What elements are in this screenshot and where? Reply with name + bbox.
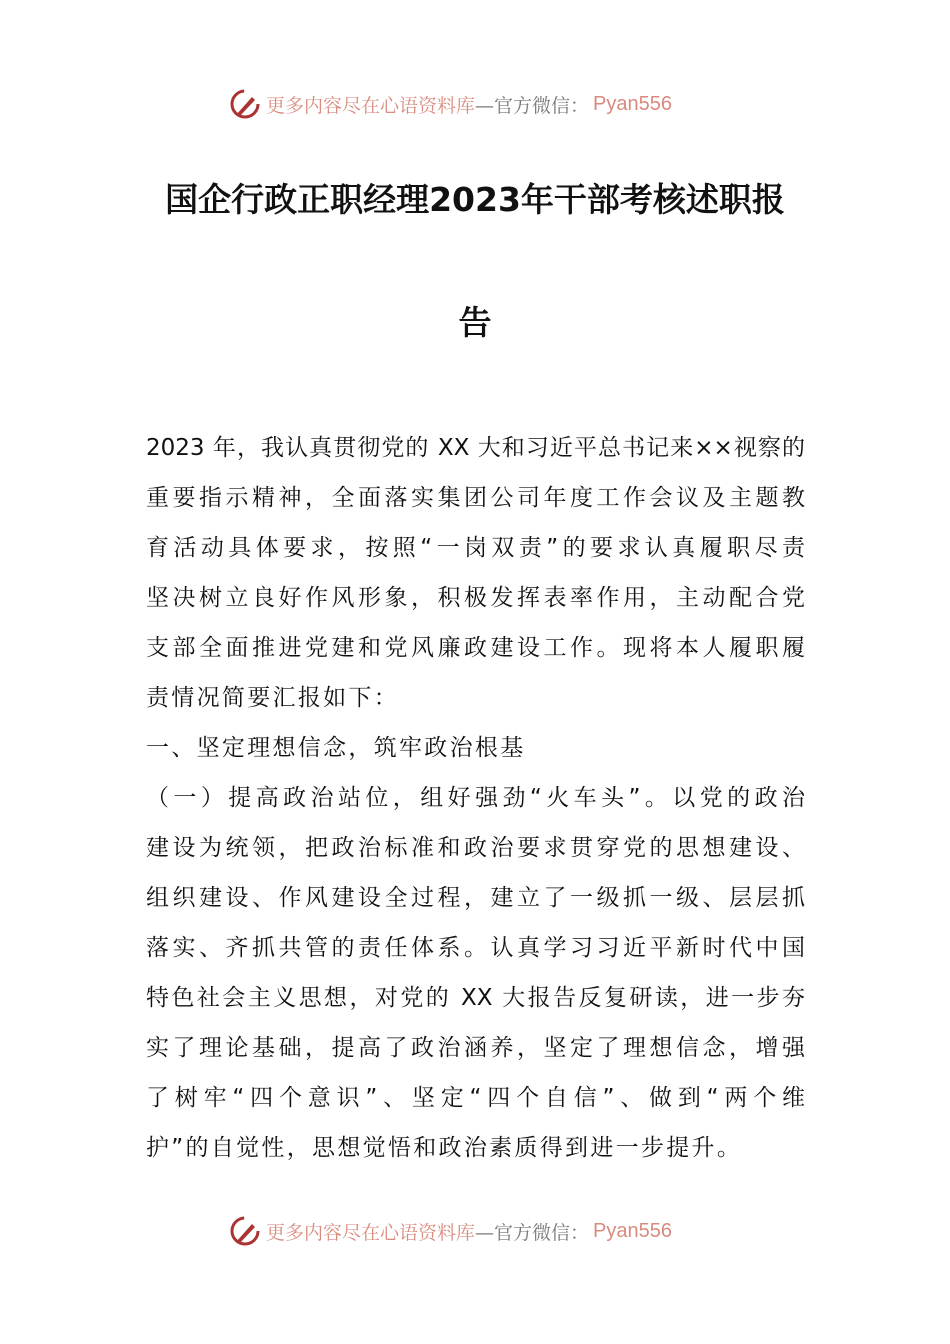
watermark-wechat-label: —官方微信：	[475, 1221, 590, 1244]
pen-logo-icon	[228, 87, 262, 121]
watermark-header	[228, 84, 728, 124]
text-line: 坚决树立良好作风形象，积极发挥表率作用，主动配合党	[146, 585, 805, 611]
text-line: 重要指示精神，全面落实集团公司年度工作会议及主题教	[146, 485, 805, 511]
text-line: 责情况简要汇报如下：	[146, 685, 399, 711]
document-title-line2: 告	[458, 303, 492, 342]
watermark-text: 更多内容尽在心语资料库	[266, 94, 476, 117]
watermark-wechat-id: Pyan556	[593, 92, 672, 115]
text-line: 育活动具体要求，按照“一岗双责”的要求认真履职尽责	[146, 535, 805, 561]
watermark-wechat-id: Pyan556	[593, 1219, 672, 1242]
text-line: 一、坚定理想信念，筑牢政治根基	[146, 735, 526, 761]
text-line: 实了理论基础，提高了政治涵养，坚定了理想信念，增强	[146, 1035, 805, 1061]
text-line: 支部全面推进党建和党风廉政建设工作。现将本人履职履	[146, 635, 805, 661]
text-line: 2023 年，我认真贯彻党的 XX 大和习近平总书记来××视察的	[146, 435, 805, 461]
text-line: 护”的自觉性，思想觉悟和政治素质得到进一步提升。	[146, 1135, 743, 1161]
text-line: 组织建设、作风建设全过程，建立了一级抓一级、层层抓	[146, 885, 805, 911]
watermark-text: 更多内容尽在心语资料库	[266, 1221, 476, 1244]
text-line: 建设为统领，把政治标准和政治要求贯穿党的思想建设、	[146, 835, 805, 861]
watermark-footer	[228, 1211, 728, 1251]
text-line: 了树牢“四个意识”、坚定“四个自信”、做到“两个维	[146, 1085, 805, 1111]
watermark-wechat-label: —官方微信：	[475, 94, 590, 117]
text-line: 落实、齐抓共管的责任体系。认真学习习近平新时代中国	[146, 935, 805, 961]
pen-logo-icon	[228, 1214, 262, 1248]
text-line: （一）提高政治站位，组好强劲“火车头”。以党的政治	[146, 785, 805, 811]
document-title-line1: 国企行政正职经理2023年干部考核述职报	[165, 180, 785, 219]
text-line: 特色社会主义思想，对党的 XX 大报告反复研读，进一步夯	[146, 985, 805, 1011]
document-body	[146, 428, 805, 1178]
